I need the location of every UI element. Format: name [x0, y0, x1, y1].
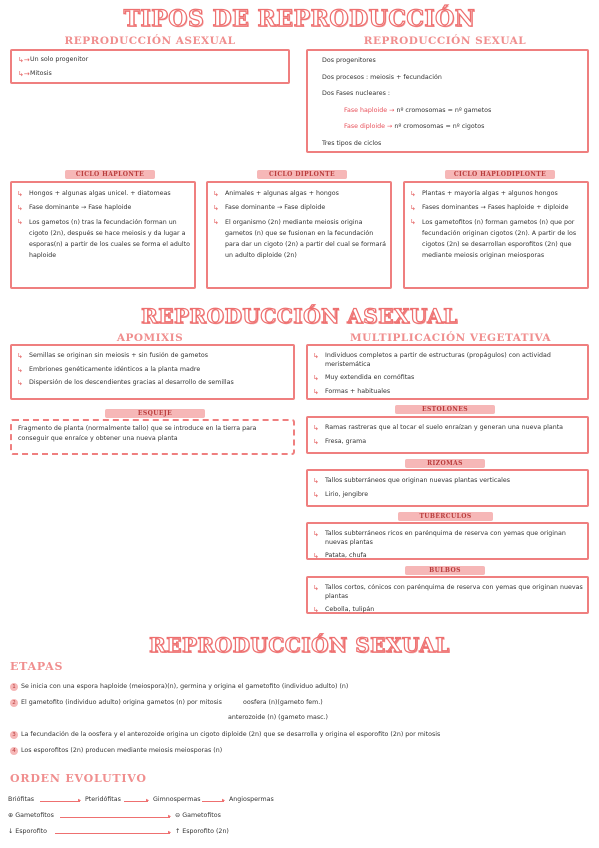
arrow-right-icon: ↳: [410, 203, 416, 212]
arrow-right-icon: ↳: [17, 203, 23, 212]
list-item: ↳ Animales + algunas algas + hongos: [213, 190, 339, 198]
list-item: ↳ Patata, chufa: [313, 552, 367, 560]
arrow-right-icon: ▸: [168, 829, 172, 836]
esqueje-text: Fragmento de planta (normalmente tallo) que se introduce en la tierra para conseguir que enraíce y obtener una nueva planta: [18, 425, 257, 442]
bulbos-label: BULBOS: [405, 566, 485, 575]
sexual-header: REPRODUCCIÓN SEXUAL: [363, 35, 527, 47]
arrow-right-icon: ↳: [313, 437, 319, 446]
arrow-line: [55, 833, 170, 834]
list-item: ↳ Cebolla, tulipán: [313, 606, 375, 614]
etapa-2: 2 El gametofito (individuo adulto) origina gametos (n) por mitosis: [10, 699, 310, 708]
etapa-4: 4 Los esporofitos (2n) producen mediante meiosis meiosporas (n): [10, 747, 590, 756]
arrow-line: [202, 801, 224, 802]
cycle-box-haplonte: [10, 181, 196, 289]
list-item: ↳ Semillas se originan sin meiosis + sin fusión de gametos: [17, 352, 208, 360]
arrow-right-icon: ↳: [410, 190, 416, 198]
estolones-box: [306, 416, 589, 454]
cycle-box-haplodiplonte: [403, 181, 589, 289]
esqueje-box: [10, 419, 295, 455]
gametofitos-right: ⊖ Gametofitos: [175, 812, 221, 819]
esqueje-label: ESQUEJE: [105, 409, 205, 418]
sexual-line: Fase diploide → nº cromosomas = nº cigotos: [344, 123, 485, 130]
multiplicacion-box: [306, 344, 589, 400]
arrow-right-icon: ↳: [17, 379, 23, 387]
arrow-right-icon: ↳: [313, 424, 319, 432]
list-item: ↳ Muy extendida en comófitas: [313, 374, 415, 382]
esporofito-right: ↑ Esporofito (2n): [175, 828, 229, 835]
tuberculos-label: TUBÉRCULOS: [398, 512, 493, 521]
list-item: ↳ Dispersión de los descendientes gracias al desarrollo de semillas: [17, 379, 234, 387]
tuberculos-box: [306, 522, 589, 560]
arrow-line: [60, 817, 170, 818]
arrow-right-icon: ↳: [17, 218, 23, 226]
asexual-header: REPRODUCCIÓN ASEXUAL: [64, 35, 236, 47]
etapa-1: 1 Se inicia con una espora haploide (meiospora)(n), germina y origina el gametofito (individuo adulto) (n): [10, 683, 590, 692]
arrow-line: [40, 801, 80, 802]
list-item: ↳ Ramas rastreras que al tocar el suelo enraízan y generan una nueva planta: [313, 424, 564, 432]
asexual-summary-box: [10, 49, 290, 84]
step-number: 2: [10, 699, 18, 707]
list-item: ↳ Los gametos (n) tras la fecundación forman un cigoto (2n), después se hace meiosis y da lugar a esporas(n) a partir de los cuales se forma el adulto haploide: [17, 218, 190, 259]
step-number: 4: [10, 747, 18, 755]
arrow-right-icon: ↳: [313, 606, 319, 614]
list-item: ↳→ Un solo progenitor: [18, 56, 89, 64]
estolones-label: ESTOLONES: [395, 405, 495, 414]
list-item: ↳ Los gametofitos (n) forman gametos (n) que por fecundación originan cigotos (2n). A partir de los cigotos (2n) se desarrollan esporofitos (2n) que mediante meiosis originan meiosporas: [410, 218, 577, 259]
arrow-right-icon: ↳: [313, 552, 319, 560]
arrow-right-icon: ↳: [17, 190, 23, 198]
arrow-right-icon: ↳→: [18, 69, 30, 78]
list-item: ↳ Fase dominante → Fase haploide: [17, 203, 132, 212]
asexual-section-title: REPRODUCCIÓN ASEXUAL: [141, 304, 458, 328]
arrow-right-icon: ↳: [213, 218, 219, 226]
etapa-3: 3 La fecundación de la oosfera y el anterozoide origina un cigoto diploide (2n) que se desarrolla y origina el esporofito (2n) por mitosis: [10, 731, 590, 740]
list-item: ↳→ Mitosis: [18, 69, 52, 78]
evol-pteridofitas: Pteridófitas: [85, 796, 121, 803]
arrow-right-icon: ↳: [213, 190, 219, 198]
list-item: ↳ Individuos completos a partir de estructuras (propágulos) con actividad meristemática: [313, 352, 551, 368]
arrow-right-icon: ↳: [313, 387, 319, 396]
list-item: ↳ Plantas + mayoría algas + algunos hongos: [410, 190, 558, 198]
bulbos-box: [306, 576, 589, 614]
arrow-right-icon: ↳: [213, 203, 219, 212]
list-item: ↳ Tallos subterráneos ricos en parénquima de reserva con yemas que originan nuevas plantas: [313, 530, 566, 546]
cycle-label-haplodiplonte: CICLO HAPLODIPLONTE: [445, 170, 555, 179]
page-title: TIPOS DE REPRODUCCIÓN: [123, 6, 476, 32]
orden-evolutivo-header: ORDEN EVOLUTIVO: [10, 772, 147, 785]
list-item: ↳ Tallos cortos, cónicos con parénquima de reserva con yemas que originan nuevas plantas: [313, 584, 583, 600]
etapas-header: ETAPAS: [10, 660, 64, 673]
apomixis-header: APOMIXIS: [116, 332, 184, 344]
sexual-line: Tres tipos de ciclos: [322, 139, 382, 147]
evol-briofitas: Briófitas: [8, 796, 35, 803]
arrow-right-icon: ↳→: [18, 56, 30, 64]
arrow-right-icon: ↳: [313, 352, 319, 360]
cycle-label-haplonte: CICLO HAPLONTE: [65, 170, 155, 179]
arrow-right-icon: ↳: [313, 490, 319, 499]
list-item: ↳ Hongos + algunas algas unicel. + diatomeas: [17, 190, 171, 198]
evol-gimnospermas: Gimnospermas: [153, 796, 201, 803]
multiplicacion-header: MULTIPLICACIÓN VEGETATIVA: [349, 332, 552, 344]
etapa-2-oosfera: oosfera (n)(gameto fem.): [243, 699, 323, 706]
sexual-summary-box: [306, 49, 589, 153]
arrow-right-icon: ▸: [222, 797, 226, 804]
rizomas-label: RIZOMAS: [405, 459, 485, 468]
evol-angiospermas: Angiospermas: [229, 796, 274, 803]
rizomas-box: [306, 469, 589, 507]
list-item: ↳ Fresa, grama: [313, 437, 367, 446]
list-item: ↳ Lirio, jengibre: [313, 490, 369, 499]
sexual-section-title: REPRODUCCIÓN SEXUAL: [149, 633, 450, 657]
etapa-2-anterozoide: anterozoide (n) (gameto masc.): [228, 714, 329, 721]
cycle-label-diplonte: CICLO DIPLONTE: [257, 170, 347, 179]
sexual-line: Fase haploide → nº cromosomas = nº gametos: [344, 106, 492, 114]
arrow-right-icon: ↳: [313, 374, 319, 382]
gametofitos-left: ⊕ Gametofitos: [8, 812, 54, 819]
apomixis-box: [10, 344, 295, 400]
arrow-right-icon: ↳: [313, 477, 319, 485]
step-number: 1: [10, 683, 18, 691]
step-number: 3: [10, 731, 18, 739]
list-item: ↳ Formas + habituales: [313, 387, 391, 396]
sexual-line: Dos Fases nucleares :: [322, 90, 390, 97]
list-item: ↳ Fases dominantes → Fases haploide + diploide: [410, 203, 569, 212]
sexual-line: Dos progenitores: [322, 57, 376, 64]
arrow-right-icon: ▸: [168, 813, 172, 820]
arrow-right-icon: ↳: [410, 218, 416, 226]
list-item: ↳ Tallos subterráneos que originan nuevas plantas verticales: [313, 477, 511, 485]
arrow-right-icon: ↳: [313, 530, 319, 538]
sexual-line: Dos procesos : meiosis + fecundación: [322, 73, 442, 81]
arrow-right-icon: ↳: [17, 365, 23, 374]
arrow-right-icon: ↳: [313, 584, 319, 592]
cycle-box-diplonte: [206, 181, 392, 289]
list-item: ↳ El organismo (2n) mediante meiosis origina gametos (n) que se fusionan en la fecundación para dar un cigoto (2n) a partir del cual se formará un adulto diploide (2n): [213, 218, 386, 259]
list-item: ↳ Fase dominante → Fase diploide: [213, 203, 326, 212]
arrow-line: [124, 801, 148, 802]
arrow-right-icon: ↳: [17, 352, 23, 360]
esporofito-left: ↓ Esporofito: [8, 828, 47, 835]
arrow-right-icon: ▸: [146, 797, 150, 804]
list-item: ↳ Embriones genéticamente idénticos a la planta madre: [17, 365, 201, 374]
arrow-right-icon: ▸: [78, 797, 82, 804]
